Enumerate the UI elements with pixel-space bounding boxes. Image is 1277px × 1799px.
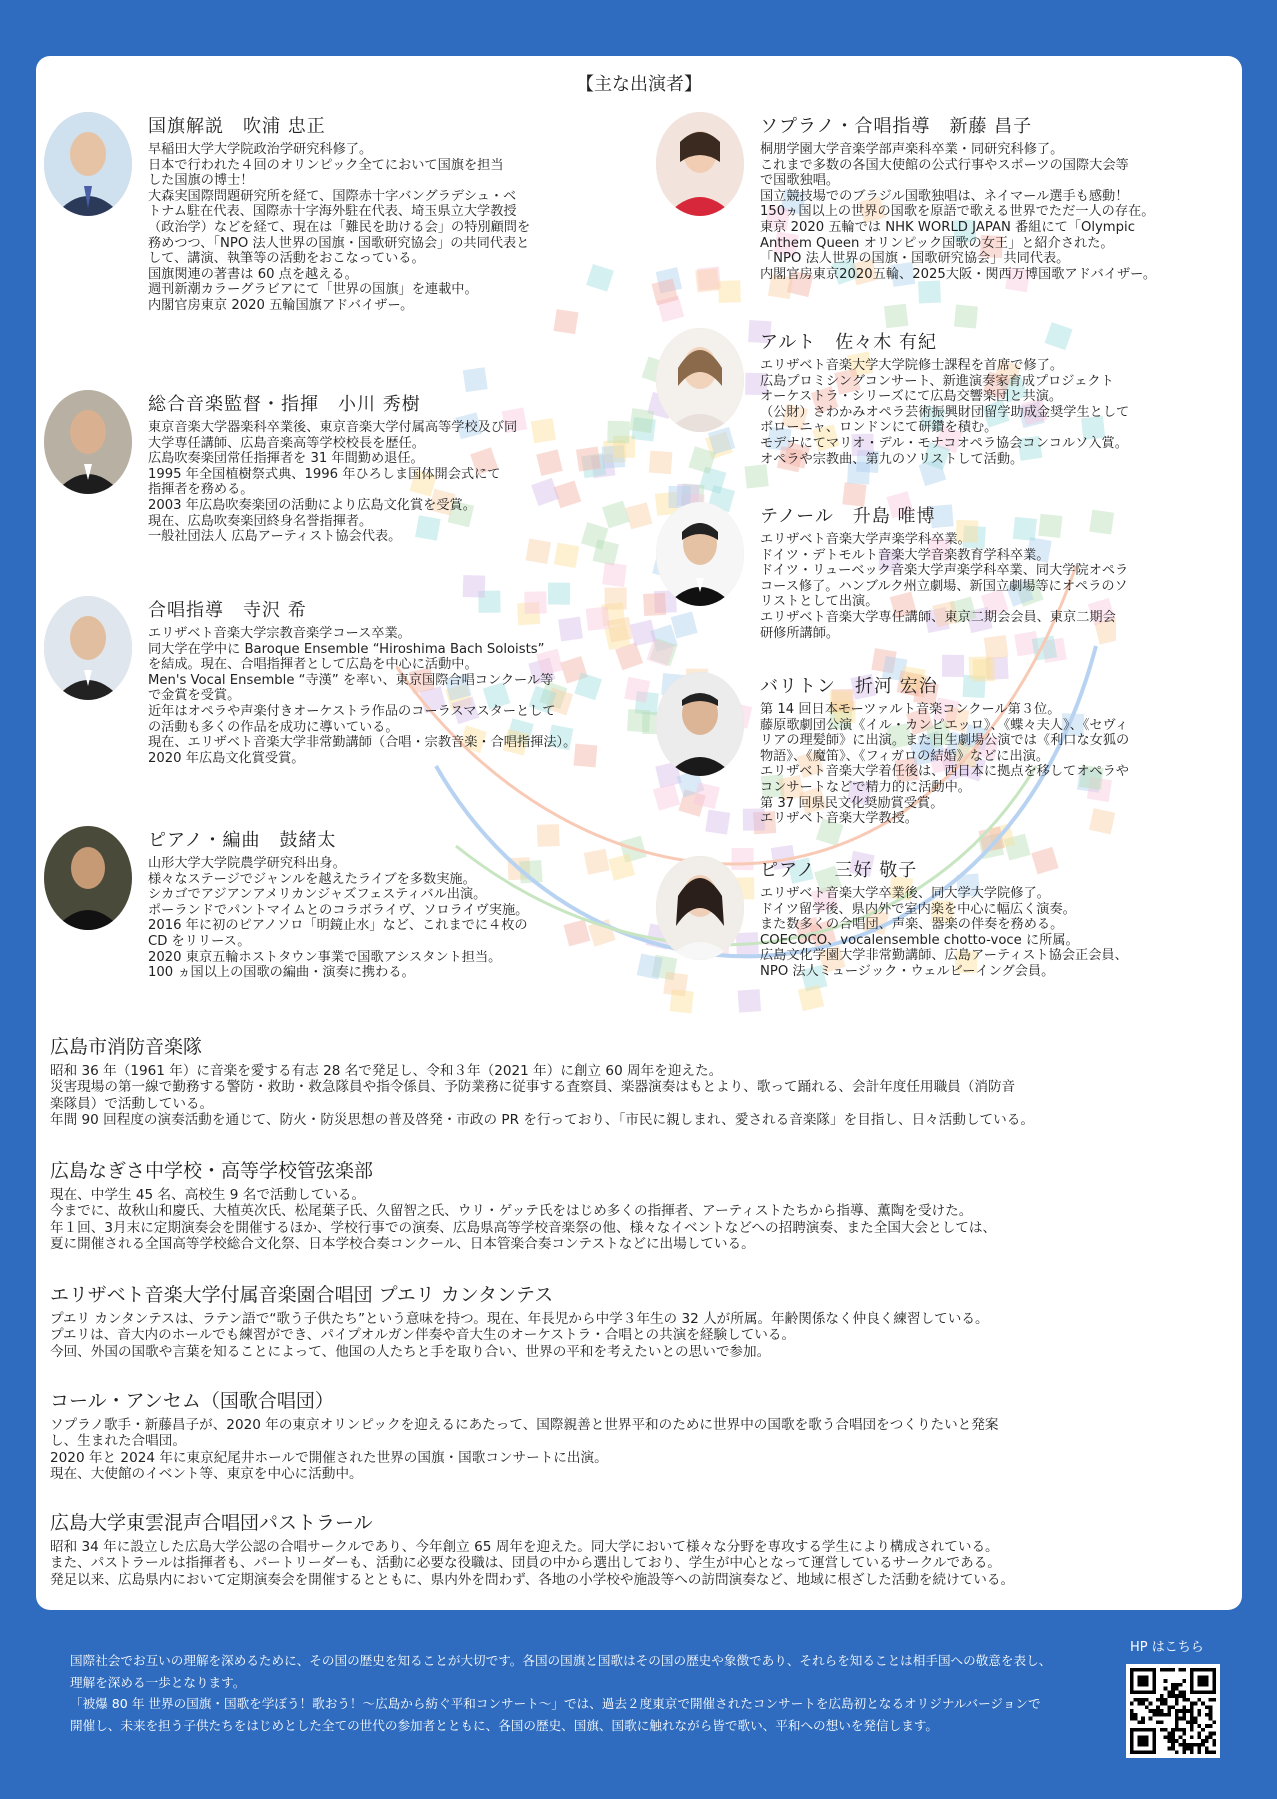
performer-name: 合唱指導 寺沢 希 — [148, 600, 307, 621]
homepage-label: HP はこちら — [1130, 1640, 1204, 1655]
performer-name: 総合音楽監督・指揮 小川 秀樹 — [148, 394, 421, 415]
group-title: 広島なぎさ中学校・高等学校管弦楽部 — [50, 1160, 374, 1182]
group-pastoral — [50, 1508, 1230, 1588]
group-description: 昭和 34 年に設立した広島大学公認の合唱サークルであり、今年創立 65 周年を迎えた。同大学において様々な分野を専攻する学生により構成されている。 また、パストラールは指揮者も、パートリーダーも、活動に必要な役職は、団員の中から選出しており、学生が中心となって運営しているサークルである。 発足以来、広島県内において定期演奏会を開催するとともに、県内外を問わず、各地の小学校や施設等への訪問演奏など、地域に根ざした活動を続けている。 — [50, 1539, 1015, 1588]
performer-bio: 山形大学大学院農学研究科出身。 様々なステージでジャンルを越えたライブを多数実施。 シカゴでアジアンアメリカンジャズフェスティバル出演。 ポーランドでパントマイムとのコラボライヴ、ソロライヴ実施。 2016 年に初のピアノソロ「明鏡止水」など、これまでに４枚の CD をリリース。 2020 東京五輪ホストタウン事業で国歌アシスタント担当。 100 ヵ国以上の国歌の編曲・演奏に携わる。 — [148, 856, 529, 981]
portrait-photo — [44, 390, 132, 494]
group-description: プエリ カンタンテスは、ラテン語で“歌う子供たち”という意味を持つ。現在、年長児から中学３年生の 32 人が所属。年齢関係なく仲良く練習している。 プエリは、音大内のホールでも練習ができ、パイプオルガン伴奏や音大生のオーケストラ・合唱との共演を経験している。 今回、外国の国歌や言葉を知ることによって、他国の人たちと手を取り合い、世界の平和を考えたいとの思いで参加。 — [50, 1311, 989, 1360]
group-chor-anthem — [50, 1386, 1230, 1482]
group-title: エリザベト音楽大学付属音楽園合唱団 プエリ カンタンテス — [50, 1284, 554, 1306]
portrait-photo — [656, 328, 744, 432]
portrait-photo — [656, 856, 744, 960]
portrait-photo — [656, 502, 744, 606]
performer-name: ピアノ・編曲 鼓緒太 — [148, 830, 337, 851]
performer-bio: エリザベト音楽大学大学院修士課程を首席で修了。 広島プロミシングコンサート、新進演奏家育成プロジェクト オーケストラ・シリーズにて広島交響楽団と共演。 （公財）さわかみオペラ芸術振興財団留学助成金奨学生として ボローニャ、ロンドンにて研鑽を積む。 モデナにてマリオ・デル・モナコオペラ協会コンコルソ入賞。 オペラや宗教曲、第九のソリストして活動。 — [760, 358, 1130, 467]
group-title: 広島市消防音楽隊 — [50, 1036, 203, 1058]
performer-name: 国旗解説 吹浦 忠正 — [148, 116, 326, 137]
group-title: 広島大学東雲混声合唱団パストラール — [50, 1512, 373, 1534]
content-panel — [36, 56, 1242, 1610]
performer-name: テノール 升島 唯博 — [760, 506, 936, 527]
performer-bio: エリザベト音楽大学宗教音楽学コース卒業。 同大学在学中に Baroque Ensemble “Hiroshima Bach Soloists” を結成。現在、合唱指揮者として広島を中心に活動中。 Men's Vocal Ensemble “寺漢” を率い、東京国際合唱コンクール等 で金賞を受賞。 近年はオペラや声楽付きオーケストラ作品のコーラスマスターとして の活動も多くの作品を成功に導いている。 現在、エリザベト音楽大学非常勤講師（合唱・宗教音楽・合唱指揮法）。 2020 年広島文化賞受賞。 — [148, 626, 577, 766]
performer-bio: 桐朋学園大学音楽学部声楽科卒業・同研究科修了。 これまで多数の各国大使館の公式行事やスポーツの国際大会等 で国歌独唱。 国立競技場でのブラジル国歌独唱は、ネイマール選手も感動！ 150ヵ国以上の世界の国歌を原語で歌える世界でただ一人の存在。 東京 2020 五輪では NHK WORLD JAPAN 番組にて「Olympic Anthem Queen オリンピック国歌の女王」と紹介された。 「NPO 法人世界の国旗・国歌研究協会」共同代表。 内閣官房東京2020五輪、2025大阪・関西万博国歌アドバイザー。 — [760, 142, 1157, 282]
performer-bio: エリザベト音楽大学卒業後、同大学大学院修了。 ドイツ留学後、県内外で室内楽を中心に幅広く演奏。 また数多くの合唱団、声楽、器楽の伴奏を務める。 COECOCO、vocalensemble chotto-voce に所属。 広島文化学園大学非常勤講師、広島アーティスト協会正会員、 NPO 法人ミュージック・ウェルビーイング会員。 — [760, 886, 1128, 979]
portrait-photo — [656, 672, 744, 776]
qr-code-icon[interactable] — [1126, 1664, 1220, 1758]
portrait-photo — [44, 596, 132, 700]
group-nagisa-orchestra — [50, 1156, 1230, 1252]
portrait-photo — [44, 112, 132, 216]
group-title: コール・アンセム（国歌合唱団） — [50, 1390, 334, 1412]
performer-name: ピアノ 三好 敬子 — [760, 860, 918, 881]
group-pueri-cantantes — [50, 1280, 1230, 1360]
performer-bio: 第 14 回日本モーツァルト音楽コンクール第３位。 藤原歌劇団公演《イル・カンピエッロ》、《蝶々夫人》、《セヴィ リアの理髪師》に出演。また日生劇場公演では《利口な女狐の 物語》、《魔笛》、《フィガロの結婚》などに出演。 エリザベト音楽大学着任後は、西日本に拠点を移してオペラや コンサートなどで精力的に活動中。 第 37 回県民文化奨励賞受賞。 エリザベト音楽大学教授。 — [760, 702, 1130, 827]
section-heading: 【主な出演者】 — [576, 74, 702, 95]
performer-bio: エリザベト音楽大学声楽学科卒業。 ドイツ・デトモルト音楽大学音楽教育学科卒業。 ドイツ・リューベック音楽大学声楽学科卒業、同大学院オペラ コース修了。ハンブルク州立劇場、新国立劇場等にオペラのソ リストとして出演。 エリザベト音楽大学専任講師、東京二期会会員、東京二期会 研修所講師。 — [760, 532, 1129, 641]
group-description: 現在、中学生 45 名、高校生 9 名で活動している。 今までに、故秋山和慶氏、大植英次氏、松尾葉子氏、久留智之氏、ウリ・ゲッテ氏をはじめ多くの指揮者、アーティストたちから指導、薫陶を受けた。 年１回、3月末に定期演奏会を開催するほか、学校行事での演奏、広島県高等学校音楽祭の他、様々なイベントなどへの招聘演奏、また全国大会としては、 夏に開催される全国高等学校総合文化祭、日本学校合奏コンクール、日本管楽合奏コンテストなどに出場している。 — [50, 1187, 997, 1252]
performer-name: バリトン 折河 宏治 — [760, 676, 938, 697]
performer-name: ソプラノ・合唱指導 新藤 昌子 — [760, 116, 1033, 137]
portrait-photo — [656, 112, 744, 216]
group-description: ソプラノ歌手・新藤昌子が、2020 年の東京オリンピックを迎えるにあたって、国際親善と世界平和のために世界中の国歌を歌う合唱団をつくりたいと発案 し、生まれた合唱団。 2020 年と 2024 年に東京紀尾井ホールで開催された世界の国旗・国歌コンサートに出演。 現在、大使館のイベント等、東京を中心に活動中。 — [50, 1417, 999, 1482]
performer-name: アルト 佐々木 有紀 — [760, 332, 938, 353]
performer-bio: 東京音楽大学器楽科卒業後、東京音楽大学付属高等学校及び同 大学専任講師、広島音楽高等学校校長を歴任。 広島吹奏楽団常任指揮者を 31 年間勤め退任。 1995 年全国植樹祭式典、1996 年ひろしま国体開会式にて 指揮者を務める。 2003 年広島吹奏楽団の活動により広島文化賞を受賞。 現在、広島吹奏楽団終身名誉指揮者。 一般社団法人 広島アーティスト協会代表。 — [148, 420, 518, 545]
performer-bio: 早稲田大学大学院政治学研究科修了。 日本で行われた４回のオリンピック全てにおいて国旗を担当 した国旗の博士！ 大森実国際問題研究所を経て、国際赤十字バングラデシュ・ベ トナム駐在代表、国際赤十字海外駐在代表、埼玉県立大学教授 （政治学）などを経て、現在は「難民を助ける会」の特別顧問を 務めつつ、「NPO 法人世界の国旗・国歌研究協会」の共同代表と して、講演、執筆等の活動をおこなっている。 国旗関連の著書は 60 点を越える。 週刊新潮カラーグラビアにて「世界の国旗」を連載中。 内閣官房東京 2020 五輪国旗アドバイザー。 — [148, 142, 531, 313]
footer-message: 国際社会でお互いの理解を深めるために、その国の歴史を知ることが大切です。各国の国旗と国歌はその国の歴史や象徴であり、それらを知ることは相手国への敬意を表し、 理解を深める一歩となります。 「被爆 80 年 世界の国旗・国歌を学ぼう！歌おう！～広島から紡ぐ平和コンサート～」では、過去２度東京で開催されたコンサートを広島初となるオリジナルバージョンで 開催し、未来を担う子供たちをはじめとした全ての世代の参加者とともに、各国の歴史、国旗、国歌に触れながら皆で歌い、平和への想いを発信します。 — [70, 1653, 1052, 1733]
portrait-photo — [44, 826, 132, 930]
group-fire-band — [50, 1032, 1230, 1128]
group-description: 昭和 36 年（1961 年）に音楽を愛する有志 28 名で発足し、令和３年（2021 年）に創立 60 周年を迎えた。 災害現場の第一線で勤務する警防・救助・救急隊員や指令係員、予防業務に従事する査察員、楽器演奏はもとより、歌って踊れる、会計年度任用職員（消防音 楽隊員）で活動している。 年間 90 回程度の演奏活動を通じて、防火・防災思想の普及啓発・市政の PR を行っており、「市民に親しまれ、愛される音楽隊」を目指し、日々活動している。 — [50, 1063, 1034, 1128]
